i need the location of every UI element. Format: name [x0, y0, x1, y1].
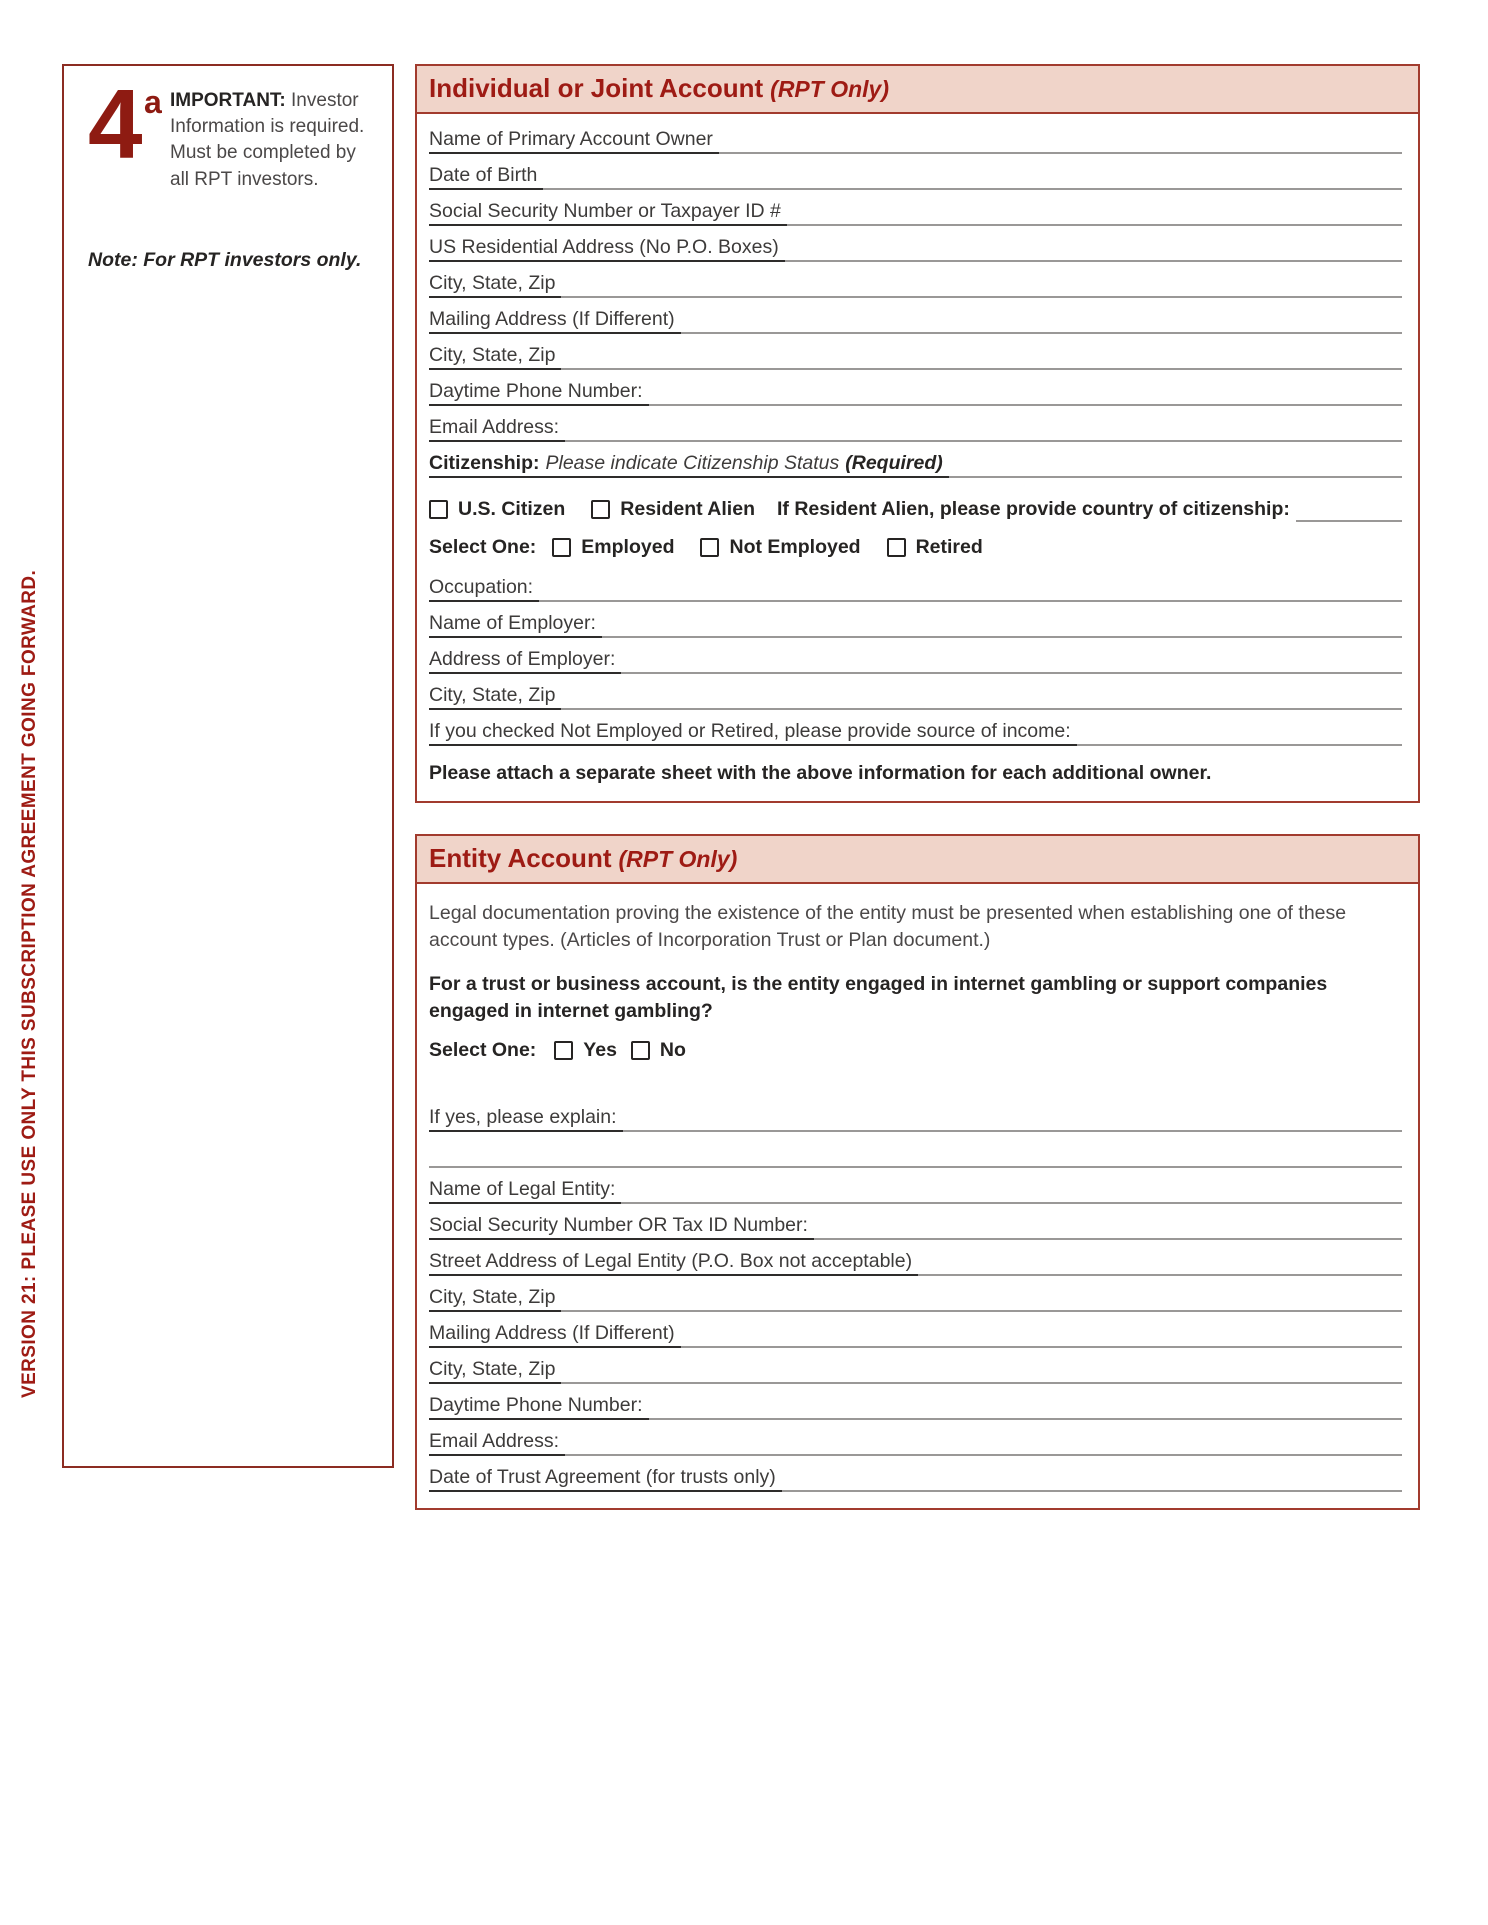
field-label: City, State, Zip	[429, 684, 561, 710]
field-label: Social Security Number OR Tax ID Number:	[429, 1214, 814, 1240]
select-one-label: Select One:	[429, 1039, 537, 1062]
field-row	[429, 1456, 1402, 1492]
input-line[interactable]	[623, 1130, 1402, 1132]
input-line[interactable]	[949, 476, 1402, 478]
input-line[interactable]	[918, 1274, 1402, 1276]
input-line[interactable]	[565, 440, 1402, 442]
field-label: If yes, please explain:	[429, 1106, 623, 1132]
field-row	[429, 298, 1402, 334]
field-row	[429, 1204, 1402, 1240]
field-label: Email Address:	[429, 416, 565, 442]
not-employed-checkbox[interactable]	[700, 538, 719, 557]
input-line[interactable]	[539, 600, 1402, 602]
field-row	[429, 674, 1402, 710]
field-row	[429, 118, 1402, 154]
field-row	[429, 370, 1402, 406]
input-line[interactable]	[785, 260, 1402, 262]
field-label: Social Security Number or Taxpayer ID #	[429, 200, 787, 226]
input-line[interactable]	[543, 188, 1402, 190]
resident-alien-checkbox[interactable]	[591, 500, 610, 519]
input-line[interactable]	[602, 636, 1402, 638]
input-line[interactable]	[561, 296, 1402, 298]
field-row	[429, 1420, 1402, 1456]
yes-label: Yes	[583, 1039, 617, 1062]
field-row	[429, 406, 1402, 442]
field-row	[429, 1384, 1402, 1420]
input-line[interactable]	[649, 1418, 1402, 1420]
employed-checkbox[interactable]	[552, 538, 571, 557]
field-label: Mailing Address (If Different)	[429, 1322, 681, 1348]
gambling-yes-checkbox[interactable]	[554, 1041, 573, 1060]
field-row	[429, 602, 1402, 638]
field-row	[429, 154, 1402, 190]
field-row	[429, 1312, 1402, 1348]
field-label: US Residential Address (No P.O. Boxes)	[429, 236, 785, 262]
step-letter: a	[144, 84, 162, 120]
field-row	[429, 710, 1402, 746]
field-label: Date of Birth	[429, 164, 543, 190]
employment-status-row	[429, 528, 1402, 566]
input-line[interactable]	[561, 708, 1402, 710]
field-row	[429, 190, 1402, 226]
retired-label: Retired	[915, 535, 983, 558]
resident-alien-label: Resident Alien	[620, 497, 755, 520]
version-note: VERSION 21: PLEASE USE ONLY THIS SUBSCRIPTION AGREEMENT GOING FORWARD.	[19, 569, 40, 1399]
field-label: Name of Legal Entity:	[429, 1178, 621, 1204]
not-employed-label: Not Employed	[729, 535, 861, 558]
input-line[interactable]	[649, 404, 1402, 406]
field-row	[429, 1240, 1402, 1276]
input-line[interactable]	[621, 1202, 1402, 1204]
important-label: IMPORTANT:	[170, 90, 286, 111]
field-label: Date of Trust Agreement (for trusts only)	[429, 1466, 782, 1492]
citizenship-status-row	[429, 490, 1402, 528]
gambling-no-checkbox[interactable]	[631, 1041, 650, 1060]
step-4a-badge	[88, 69, 162, 193]
entity-account-header: Entity Account (RPT Only)	[417, 836, 1418, 884]
employed-label: Employed	[581, 535, 675, 558]
select-one-label: Select One:	[429, 535, 537, 558]
field-label: Daytime Phone Number:	[429, 1394, 649, 1420]
input-line[interactable]	[1077, 744, 1402, 746]
field-label: Name of Employer:	[429, 612, 602, 638]
input-line[interactable]	[787, 224, 1402, 226]
rpt-only-tag: (RPT Only)	[618, 846, 738, 872]
field-label: City, State, Zip	[429, 1358, 561, 1384]
field-label: Mailing Address (If Different)	[429, 308, 681, 334]
field-label: City, State, Zip	[429, 344, 561, 370]
input-line[interactable]	[621, 672, 1402, 674]
citizenship-label: Citizenship: Please indicate Citizenship Status (Required)	[429, 452, 949, 478]
individual-account-section	[415, 64, 1420, 803]
important-text: IMPORTANT: Investor Information is required. Must be completed by all RPT investors.	[170, 90, 365, 190]
field-row	[429, 262, 1402, 298]
citizenship-row	[429, 442, 1402, 478]
explain-row	[429, 1096, 1402, 1132]
country-of-citizenship-line[interactable]	[1296, 520, 1402, 522]
investor-info-callout	[62, 64, 394, 1468]
input-line[interactable]	[719, 152, 1402, 154]
explain-extra-line[interactable]	[429, 1132, 1402, 1168]
input-line[interactable]	[814, 1238, 1402, 1240]
field-label: Daytime Phone Number:	[429, 380, 649, 406]
country-of-citizenship-prompt: If Resident Alien, please provide country of citizenship:	[777, 497, 1290, 520]
field-row	[429, 1168, 1402, 1204]
additional-owner-note: Please attach a separate sheet with the above information for each additional owner.	[429, 762, 1212, 784]
field-label: City, State, Zip	[429, 1286, 561, 1312]
field-row	[429, 226, 1402, 262]
main-column	[415, 64, 1420, 1510]
field-label: City, State, Zip	[429, 272, 561, 298]
field-label: Name of Primary Account Owner	[429, 128, 719, 154]
field-row	[429, 1348, 1402, 1384]
gambling-select-row	[429, 1032, 1402, 1070]
us-citizen-label: U.S. Citizen	[458, 497, 566, 520]
input-line[interactable]	[565, 1454, 1402, 1456]
gambling-question: For a trust or business account, is the entity engaged in internet gambling or support companies engaged in internet gambling?	[429, 972, 1328, 1023]
field-label: Email Address:	[429, 1430, 565, 1456]
field-row	[429, 1276, 1402, 1312]
entity-account-section	[415, 834, 1420, 1510]
input-line[interactable]	[561, 1382, 1402, 1384]
input-line[interactable]	[681, 1346, 1402, 1348]
input-line[interactable]	[681, 332, 1402, 334]
us-citizen-checkbox[interactable]	[429, 500, 448, 519]
individual-account-header: Individual or Joint Account (RPT Only)	[417, 66, 1418, 114]
retired-checkbox[interactable]	[887, 538, 906, 557]
field-row	[429, 566, 1402, 602]
rpt-note: Note: For RPT investors only.	[88, 248, 362, 271]
field-row	[429, 638, 1402, 674]
field-label: Street Address of Legal Entity (P.O. Box not acceptable)	[429, 1250, 918, 1276]
no-label: No	[659, 1039, 686, 1062]
field-label: If you checked Not Employed or Retired, please provide source of income:	[429, 720, 1077, 746]
field-label: Address of Employer:	[429, 648, 621, 674]
input-line[interactable]	[561, 368, 1402, 370]
field-label: Occupation:	[429, 576, 539, 602]
step-number: 4	[88, 69, 139, 179]
input-line[interactable]	[561, 1310, 1402, 1312]
field-row	[429, 334, 1402, 370]
entity-intro-text: Legal documentation proving the existence of the entity must be presented when establishing one of these account types. (Articles of Incorporation Trust or Plan document.)	[429, 902, 1347, 952]
input-line[interactable]	[782, 1490, 1402, 1492]
rpt-only-tag: (RPT Only)	[770, 76, 889, 102]
